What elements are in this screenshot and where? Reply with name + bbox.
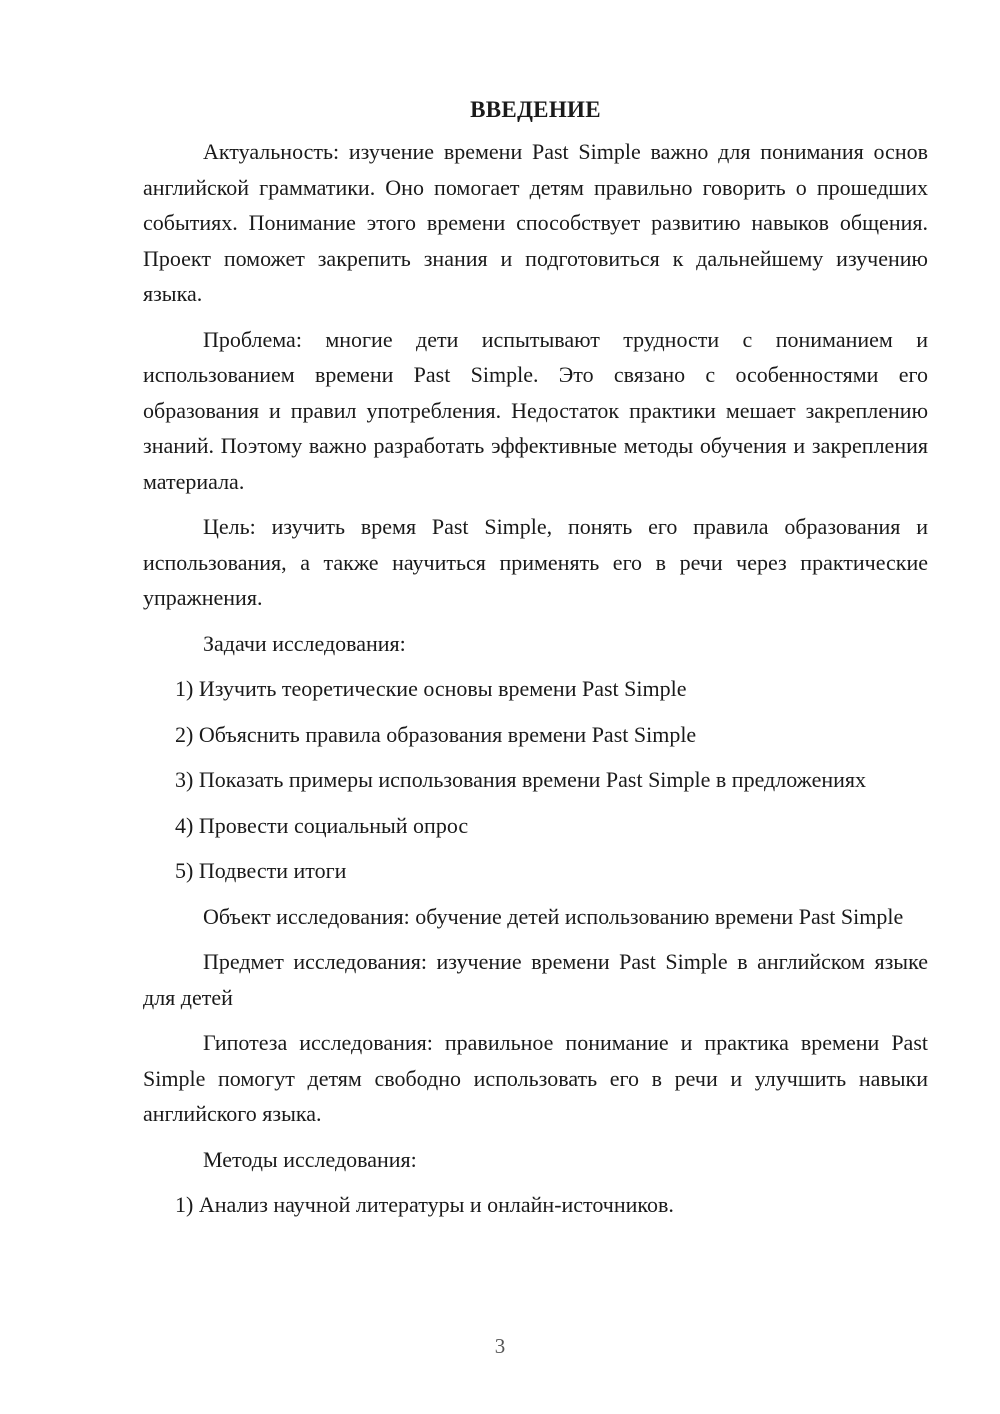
paragraph-object: Объект исследования: обучение детей использованию времени Past Simple bbox=[203, 903, 904, 929]
paragraph-subject: Предмет исследования: изучение времени Past Simple в английском языке для детей bbox=[143, 949, 928, 1010]
paragraph-tasks-heading: Задачи исследования: bbox=[203, 630, 406, 656]
document-page bbox=[143, 92, 928, 1233]
paragraph-hypothesis: Гипотеза исследования: правильное понимание и практика времени Past Simple помогут детям свободно использовать его в речи и улучшить навыки английского языка. bbox=[143, 1030, 928, 1126]
section-title: ВВЕДЕНИЕ bbox=[470, 97, 601, 122]
paragraph-goal: Цель: изучить время Past Simple, понять его правила образования и использования, а также научиться применять его в речи через практические упражнения. bbox=[143, 514, 928, 610]
page-number: 3 bbox=[494, 1334, 506, 1358]
task-item-5: 5) Подвести итоги bbox=[175, 858, 347, 883]
method-item-1: 1) Анализ научной литературы и онлайн-источников. bbox=[175, 1192, 674, 1217]
paragraph-relevance: Актуальность: изучение времени Past Simple важно для понимания основ английской грамматики. Оно помогает детям правильно говорить о прошедших событиях. Понимание этого времени способствует развитию навыков общения. Проект поможет закрепить знания и подготовиться к дальнейшему изучению языка. bbox=[143, 139, 928, 306]
paragraph-problem: Проблема: многие дети испытывают трудности с пониманием и использованием времени Past Simple. Это связано с особенностями его образования и правил употребления. Недостаток практики мешает закреплению знаний. Поэтому важно разработать эффективные методы обучения и закрепления материала. bbox=[143, 326, 928, 494]
task-item-2: 2) Объяснить правила образования времени Past Simple bbox=[175, 721, 697, 747]
task-item-4: 4) Провести социальный опрос bbox=[175, 812, 469, 838]
task-item-3: 3) Показать примеры использования времени Past Simple в предложениях bbox=[175, 767, 867, 792]
task-item-1: 1) Изучить теоретические основы времени Past Simple bbox=[175, 676, 687, 701]
paragraph-methods-heading: Методы исследования: bbox=[203, 1146, 417, 1172]
